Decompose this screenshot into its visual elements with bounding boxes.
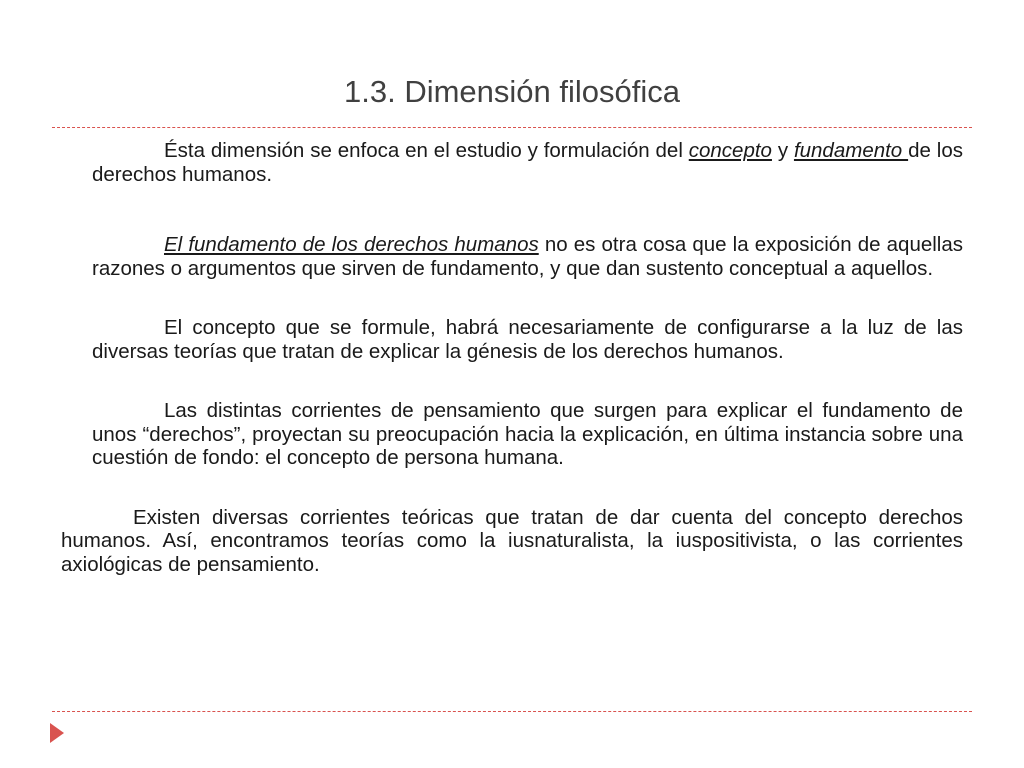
paragraph-4: Las distintas corrientes de pensamiento que surgen para explicar el fundamento de unos “derechos”, proyectan su preocupación hacia la explicación, en última instancia sobre una cuestión de fondo: el concepto de persona humana. [92,399,963,469]
slide-title: 1.3. Dimensión filosófica [344,74,680,109]
slide-body [61,139,964,576]
paragraph-1-text-c: de los derechos humanos. [92,139,963,186]
concepto-term: concepto [688,139,772,162]
paragraph-2-emphasis: El fundamento de los derechos humanos [164,233,539,256]
paragraph-2 [92,233,963,280]
paragraph-1-text-b: y [771,139,794,162]
paragraph-3: El concepto que se formule, habrá necesariamente de configurarse a la luz de las diversas teorías que tratan de explicar la génesis de los derechos humanos. [92,316,963,363]
bottom-divider [52,711,972,712]
fundamento-term: fundamento [793,139,909,162]
top-divider [52,127,972,128]
triangle-bullet-icon [50,723,64,743]
paragraph-2-text: no es otra cosa que la exposición de aquellas razones o argumentos que sirven de fundamento, y que dan sustento conceptual a aquellos. [92,233,964,280]
paragraph-1 [92,139,963,186]
paragraph-5: Existen diversas corrientes teóricas que tratan de dar cuenta del concepto derechos humanos. Así, encontramos teorías como la iusnaturalista, la iuspositivista, o las corrientes axiológicas de pensamiento. [61,505,963,576]
paragraph-1-text-a: Ésta dimensión se enfoca en el estudio y formulación del [164,139,689,162]
